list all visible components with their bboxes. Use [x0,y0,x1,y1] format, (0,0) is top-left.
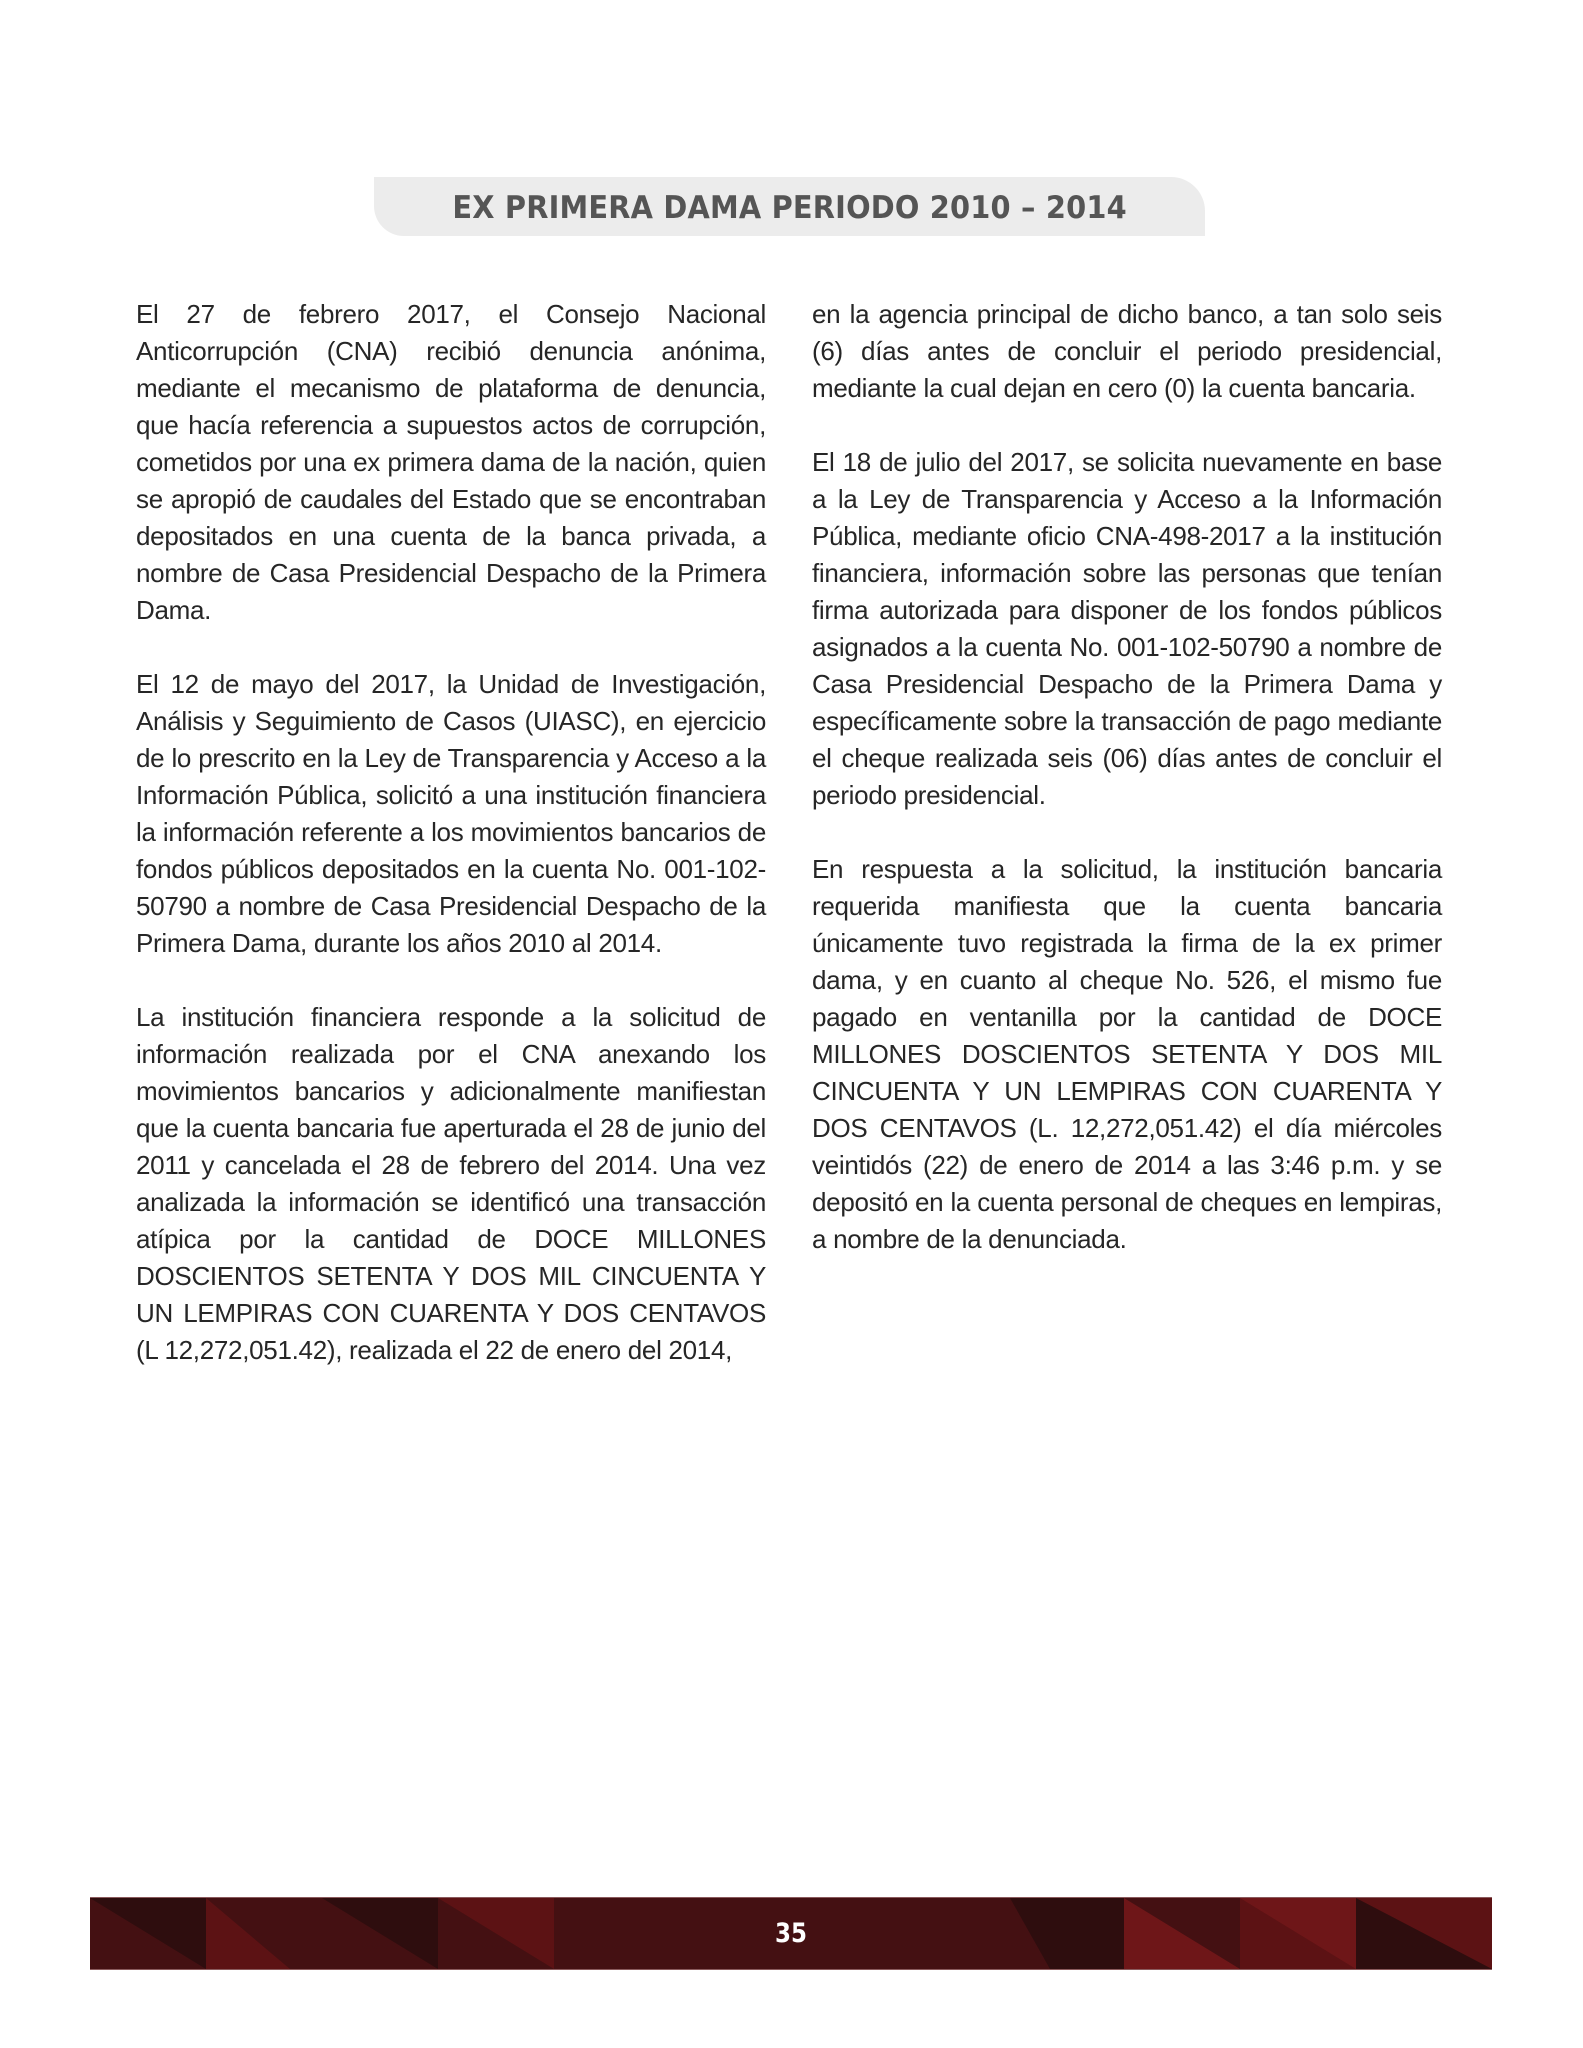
section-header [374,177,1205,236]
paragraph-uiasc-request: El 12 de mayo del 2017, la Unidad de Investigación, Análisis y Seguimiento de Casos (UIASC), en ejercicio de lo prescrito en la Ley de Transparencia y Acceso a la Información Pública, solicitó a una institución financiera la información referente a los movimientos bancarios de fondos públicos depositados en la cuenta No. 001-102-50790 a nombre de Casa Presidencial Despacho de la Primera Dama, durante los años 2010 al 2014. [136,669,766,958]
paragraph-bank-response: La institución financiera responde a la solicitud de información realizada por el CNA anexando los movimientos bancarios y adicionalmente manifiestan que la cuenta bancaria fue aperturada el 28 de junio del 2011 y cancelada el 28 de febrero del 2014. Una vez analizada la información se identificó una transacción atípica por la cantidad de DOCE MILLONES DOSCIENTOS SETENTA Y DOS MIL CINCUENTA Y UN LEMPIRAS CON CUARENTA Y DOS CENTAVOS (L 12,272,051.42), realizada el 22 de enero del 2014, [136,1002,766,1365]
footer-bar [90,1897,1492,1970]
paragraph-bank-findings: En respuesta a la solicitud, la institución bancaria requerida manifiesta que la cuenta bancaria únicamente tuvo registrada la firma de la ex primer dama, y en cuanto al cheque No. 526, el mismo fue pagado en ventanilla por la cantidad de DOCE MILLONES DOSCIENTOS SETENTA Y DOS MIL CINCUENTA Y UN LEMPIRAS CON CUARENTA Y DOS CENTAVOS (L. 12,272,051.42) el día miércoles veintidós (22) de enero de 2014 a las 3:46 p.m. y se depositó en la cuenta personal de cheques en lempiras, a nombre de la denunciada. [812,854,1442,1254]
right-column [812,296,1442,1258]
section-title: EX PRIMERA DAMA PERIODO 2010 – 2014 [452,190,1127,226]
paragraph-continuation: en la agencia principal de dicho banco, a tan solo seis (6) días antes de concluir el periodo presidencial, mediante la cual dejan en cero (0) la cuenta bancaria. [812,299,1442,403]
paragraph-second-request: El 18 de julio del 2017, se solicita nuevamente en base a la Ley de Transparencia y Acceso a la Información Pública, mediante oficio CNA-498-2017 a la institución financiera, información sobre las personas que tenían firma autorizada para disponer de los fondos públicos asignados a la cuenta No. 001-102-50790 a nombre de Casa Presidencial Despacho de la Primera Dama y específicamente sobre la transacción de pago mediante el cheque realizada seis (06) días antes de concluir el periodo presidencial. [812,447,1442,810]
paragraph-denuncia: El 27 de febrero 2017, el Consejo Nacional Anticorrupción (CNA) recibió denuncia anónima, mediante el mecanismo de plataforma de denuncia, que hacía referencia a supuestos actos de corrupción, cometidos por una ex primera dama de la nación, quien se apropió de caudales del Estado que se encontraban depositados en una cuenta de la banca privada, a nombre de Casa Presidencial Despacho de la Primera Dama. [136,299,766,625]
left-column [136,296,766,1369]
page-number: 35 [775,1918,807,1949]
